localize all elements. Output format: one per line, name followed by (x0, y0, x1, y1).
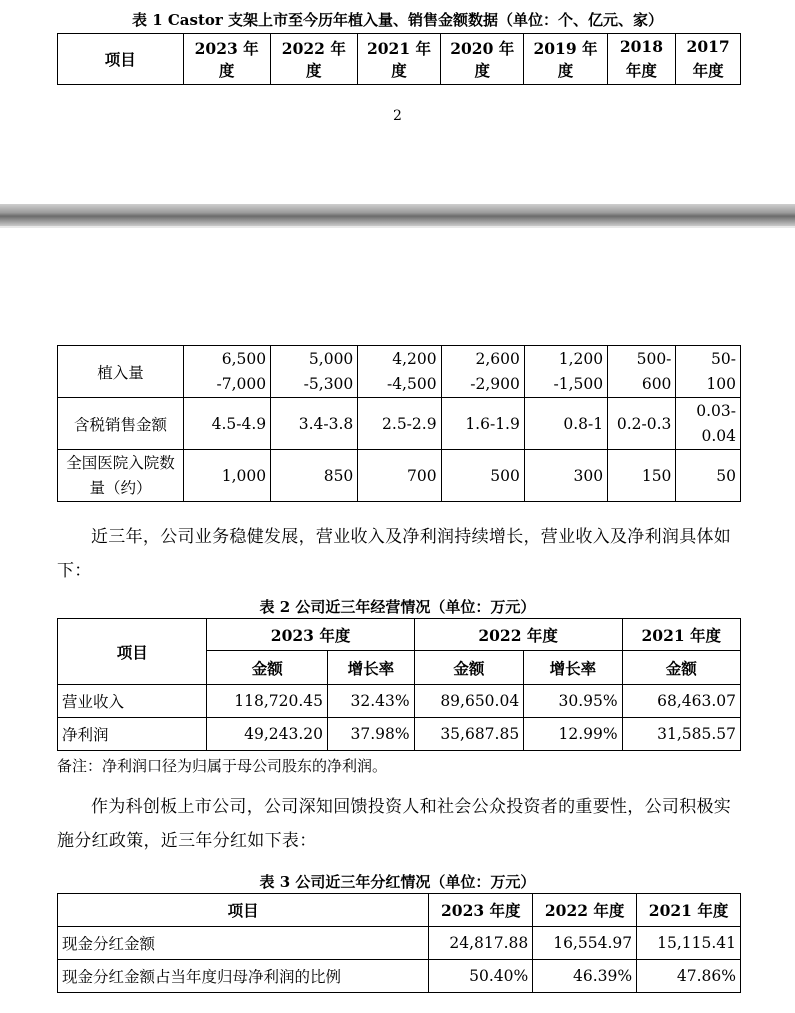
table3-header-row (58, 894, 741, 927)
table1-col-item: 项目 (58, 34, 184, 85)
table2-sub-growth: 增长率 (524, 651, 622, 685)
table3-row-label: 现金分红金额 (58, 927, 429, 960)
table1-row-label: 植入量 (58, 346, 184, 398)
table2-note: 备注：净利润口径为归属于母公司股东的净利润。 (57, 757, 388, 775)
table2-sub-growth: 增长率 (328, 651, 415, 685)
table3-cell: 47.86% (637, 960, 741, 993)
table1-cell: 500 (441, 450, 524, 502)
table1-cell: 1,000 (183, 450, 270, 502)
table2-cell: 12.99% (524, 718, 622, 751)
table2-cell: 37.98% (328, 718, 415, 751)
table1-col-2023: 2023 年度 (183, 34, 270, 85)
table2-cell: 68,463.07 (622, 685, 740, 718)
table3-col-2022: 2022 年度 (533, 894, 637, 927)
table3 (57, 893, 741, 993)
table2-sub-amount: 金额 (622, 651, 740, 685)
table2-cell: 31,585.57 (622, 718, 740, 751)
table2-cell: 30.95% (524, 685, 622, 718)
table-row (58, 346, 741, 398)
table1-col-2020: 2020 年度 (441, 34, 524, 85)
table1-row-label: 含税销售金额 (58, 398, 184, 450)
table1-caption: 表 1 Castor 支架上市至今历年植入量、销售金额数据（单位：个、亿元、家） (131, 11, 664, 29)
table-row (58, 718, 741, 751)
table2-cell: 32.43% (328, 685, 415, 718)
paragraph-revenue-intro: 近三年，公司业务稳健发展，营业收入及净利润持续增长，营业收入及净利润具体如下： (57, 527, 732, 581)
table1-col-2019: 2019 年度 (524, 34, 607, 85)
page-break-divider (0, 204, 795, 226)
table3-col-2023: 2023 年度 (429, 894, 533, 927)
table1-cell: 50- 100 (676, 346, 741, 398)
table1-cell: 1.6-1.9 (441, 398, 524, 450)
table3-cell: 46.39% (533, 960, 637, 993)
table1-cell: 2.5-2.9 (358, 398, 441, 450)
table2-cell: 89,650.04 (414, 685, 524, 718)
table1-cell: 3.4-3.8 (271, 398, 358, 450)
table3-col-item: 项目 (58, 894, 429, 927)
table1-cell: 4.5-4.9 (183, 398, 270, 450)
table1-col-2021: 2021 年度 (357, 34, 440, 85)
table-row (58, 450, 741, 502)
table1-cell: 0.03- 0.04 (676, 398, 741, 450)
table1-cell: 4,200 -4,500 (358, 346, 441, 398)
table2 (57, 618, 741, 751)
table1-cell: 1,200 -1,500 (524, 346, 607, 398)
table2-row-label: 净利润 (58, 718, 207, 751)
table2-sub-amount: 金额 (207, 651, 328, 685)
table1-cell: 850 (271, 450, 358, 502)
table2-caption: 表 2 公司近三年经营情况（单位：万元） (259, 598, 536, 616)
table3-cell: 24,817.88 (429, 927, 533, 960)
table1-header-row (58, 34, 741, 85)
table3-col-2021: 2021 年度 (637, 894, 741, 927)
table1-cell: 0.8-1 (524, 398, 607, 450)
page-break-gap (0, 226, 795, 228)
table3-caption: 表 3 公司近三年分红情况（单位：万元） (259, 873, 536, 891)
table1-cell: 2,600 -2,900 (441, 346, 524, 398)
table2-sub-amount: 金额 (414, 651, 524, 685)
table2-col-item: 项目 (58, 619, 207, 685)
table2-cell: 35,687.85 (414, 718, 524, 751)
table1-row-label: 全国医院入院数量（约） (58, 450, 184, 502)
table3-cell: 15,115.41 (637, 927, 741, 960)
table-row (58, 398, 741, 450)
table-row (58, 960, 741, 993)
table1-header (57, 33, 741, 85)
table1-cell: 700 (358, 450, 441, 502)
table2-year-2023: 2023 年度 (207, 619, 414, 651)
table1-cell: 5,000 -5,300 (271, 346, 358, 398)
table1-cell: 150 (608, 450, 676, 502)
table1-cell: 50 (676, 450, 741, 502)
table1-cell: 0.2-0.3 (608, 398, 676, 450)
table1-cell: 500- 600 (608, 346, 676, 398)
table1-body (57, 345, 741, 502)
table1-col-2022: 2022 年度 (270, 34, 357, 85)
table1-cell: 300 (524, 450, 607, 502)
table2-year-2022: 2022 年度 (414, 619, 622, 651)
table1-cell: 6,500 -7,000 (183, 346, 270, 398)
table-row (58, 685, 741, 718)
table2-cell: 49,243.20 (207, 718, 328, 751)
table1-col-2017: 2017 年度 (676, 34, 741, 85)
table2-row-label: 营业收入 (58, 685, 207, 718)
table3-row-label: 现金分红金额占当年度归母净利润的比例 (58, 960, 429, 993)
table2-cell: 118,720.45 (207, 685, 328, 718)
table2-year-2021: 2021 年度 (622, 619, 740, 651)
table1-col-2018: 2018 年度 (607, 34, 676, 85)
table2-header-row (58, 619, 741, 651)
table3-cell: 50.40% (429, 960, 533, 993)
paragraph-dividend-intro: 作为科创板上市公司，公司深知回馈投资人和社会公众投资者的重要性，公司积极实施分红政策，近三年分红如下表： (57, 797, 732, 851)
page-number: 2 (393, 108, 402, 124)
table3-cell: 16,554.97 (533, 927, 637, 960)
table-row (58, 927, 741, 960)
